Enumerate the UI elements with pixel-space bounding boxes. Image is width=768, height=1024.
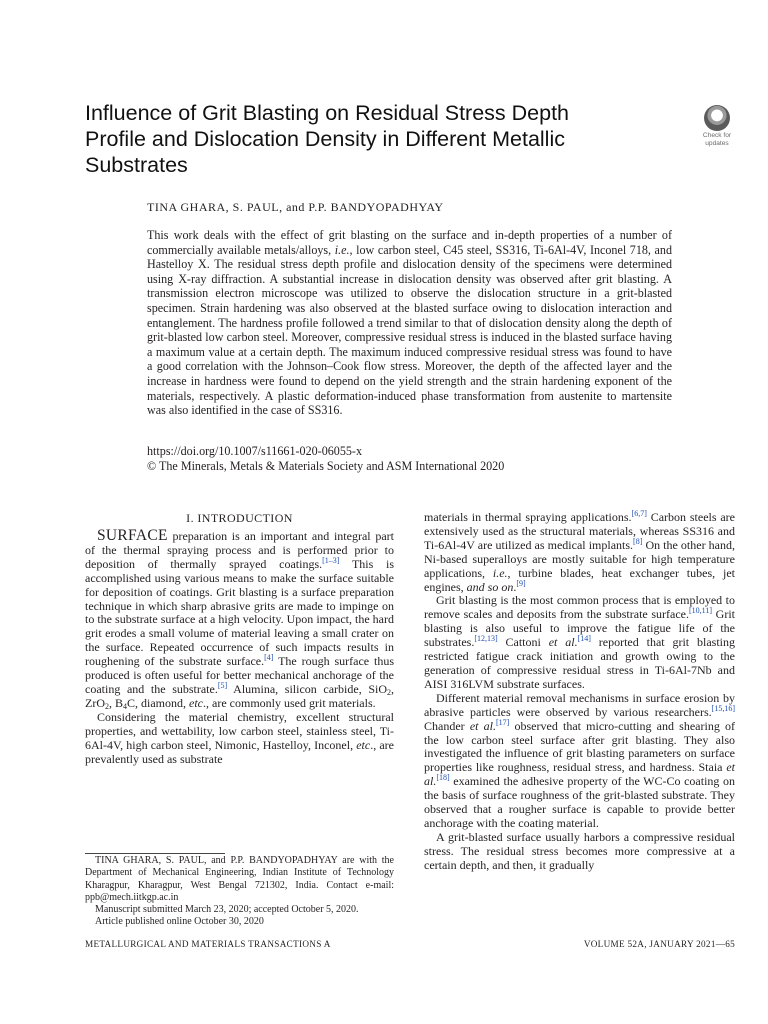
subscript: 2 (105, 701, 109, 711)
paragraph: A grit-blasted surface usually harbors a compressive residual stress. The residual stress becomes more compressive at a certain depth, and then, it gradually (424, 829, 735, 872)
copyright-notice: © The Minerals, Metals & Materials Society and ASM International 2020 (147, 458, 505, 473)
footnote-affiliation: TINA GHARA, S. PAUL, and P.P. BANDYOPADHYAY are with the Department of Mechanical Engineering, Indian Institute of Technology Kharagpur, Kharagpur, West Bengal 721302, India. Contact e-mail: ppb@mech.iitkgp.ac.in (85, 855, 394, 903)
subscript: 4 (123, 701, 128, 711)
volume-page-footer: VOLUME 52A, JANUARY 2021—65 (583, 939, 735, 949)
citation-link[interactable]: [5] (217, 680, 228, 690)
footnote (85, 855, 394, 929)
citation-link[interactable]: [17] (496, 717, 510, 727)
dropcap-word: SURFACE (97, 527, 168, 544)
citation-link[interactable]: [6,7] (631, 509, 647, 518)
check-for-updates-badge[interactable] (694, 105, 740, 147)
text: materials in thermal spraying applications. (424, 510, 632, 524)
paragraph (424, 692, 735, 831)
text: , turbine blades, heat exchanger tubes, jet engines, (424, 565, 735, 594)
left-column (85, 529, 394, 766)
abstract-text: , low carbon steel, C45 steel, SS316, Ti-6Al-4V, Inconel 718, and Hastelloy X. The residual stress depth profile and dislocation density of the specimens were determined using X-ray diffraction. A substantial increase in dislocation density was observed after grit blasting. A transmission electron microscope was utilized to observe the dislocation structure in a grit-blasted specimen. Strain hardening was also observed at the blasted surface owing to dislocation interaction and entanglement. The hardness profile followed a trend similar to that of dislocation density along the depth of grit-blasted low carbon steel. Moreover, compressive residual stress is induced in the blasted surface having a maximum value at a certain depth. The maximum induced compressive residual stress was found to have a good correlation with the Johnson–Cook flow stress. Moreover, the depth of the affected layer and the increase in hardness were found to depend on the yield strength and the strain hardening exponent of the materials, respectively. A plastic deformation-induced phase transformation from austenite to martensite was also identified in the case of SS316. (147, 242, 672, 418)
citation-link[interactable]: [14] (577, 634, 591, 644)
text: ., are prevalently used as substrate (85, 737, 394, 766)
italic-etc: etc (356, 737, 371, 752)
italic-et-al: et al. (548, 635, 578, 650)
badge-label-1: Check for (702, 132, 732, 139)
citation-link[interactable]: [12,13] (474, 634, 498, 644)
text: Cattoni (497, 635, 549, 650)
footnote-submission: Manuscript submitted March 23, 2020; accepted October 5, 2020. (95, 904, 359, 916)
text: preparation is an important and integral part of the thermal spraying process and is performed prior to deposition of thermally sprayed coatings. (85, 529, 394, 571)
author-list: TINA GHARA, S. PAUL, and P.P. BANDYOPADHYAY (147, 200, 444, 214)
citation-link[interactable]: [1–3] (322, 555, 340, 565)
citation-link[interactable]: [8] (633, 536, 643, 546)
italic-ie: i.e. (492, 565, 508, 580)
article-title (85, 100, 645, 178)
text: . (513, 579, 517, 594)
italic-et-al: et al. (424, 760, 735, 789)
subscript: 2 (387, 687, 392, 697)
italic-and-so-on: and so on (466, 579, 514, 594)
citation-link[interactable]: [10,11] (689, 606, 713, 616)
text: This is accomplished using various means to make the surface suitable for deposition of coatings. Grit blasting is a surface preparation technique in which sharp abrasive grits are made to impinge on to the substrate surface at a high velocity. Upon impact, the hard grit erodes a small volume of material leaving a small crater on the surface. Repeated occurrence of such impacts results in roughening of the substrate surface. (85, 556, 394, 669)
text: Grit blasting is the most common process that is employed to remove scales and deposits from the substrate surface. (424, 593, 735, 622)
text: Chander (424, 718, 470, 733)
citation-link[interactable]: [9] (516, 578, 526, 588)
paragraph (85, 529, 394, 711)
citation-link[interactable]: [15,16] (711, 703, 735, 713)
text: Different material removal mechanisms in surface erosion by abrasive particles were observed by various researchers. (424, 690, 735, 719)
abstract (147, 228, 672, 418)
right-column (424, 511, 735, 873)
text: On the other hand, Ni-based superalloys are mostly suitable for high temperature applications, (424, 537, 735, 580)
footnote-divider (85, 853, 225, 854)
italic-et-al: et al. (469, 718, 496, 733)
title-line: Substrates (85, 153, 188, 177)
paragraph (424, 511, 735, 594)
section-heading-introduction: I. INTRODUCTION (186, 511, 293, 525)
text: Alumina, silicon carbide, SiO (227, 681, 388, 696)
paragraph (424, 594, 735, 691)
text: observed that micro-cutting and shearing of the low carbon steel surface after grit blasting. They also investigated the influence of grit blasting parameters on surface properties like roughness, residual stress, and hardness. Staia (424, 718, 735, 775)
text: examined the adhesive property of the WC-Co coating on the basis of surface roughness of the grit-blasted substrate. They observed that a rougher surface is capable to provide better anchorage with the coating material. (424, 774, 735, 830)
check-updates-icon (704, 105, 730, 131)
title-line: Profile and Dislocation Density in Different Metallic (85, 127, 565, 151)
text: , ZrO (85, 681, 395, 710)
text: Considering the material chemistry, excellent structural properties, and wettability, low carbon steel, stainless steel, Ti-6Al-4V, high carbon steel, Nimonic, Hastelloy, Inconel, (85, 709, 394, 752)
doi-link[interactable]: https://doi.org/10.1007/s11661-020-06055-x (147, 444, 363, 458)
footnote-published: Article published online October 30, 2020 (95, 916, 264, 928)
abstract-text: This work deals with the effect of grit blasting on the surface and in-depth properties of a number of commercially available metals/alloys, (147, 228, 672, 257)
text: , B (109, 695, 124, 710)
text: The rough surface thus produced is often useful for better mechanical anchorage of the coating and the substrate. (85, 654, 394, 696)
italic-etc: etc (189, 695, 204, 710)
text: Carbon steels are extensively used as the structural materials, whereas SS316 and Ti-6Al-4V are utilized as medical implants. (424, 510, 735, 552)
paragraph (85, 711, 394, 767)
title-line: Influence of Grit Blasting on Residual Stress Depth (85, 101, 570, 125)
text: reported that grit blasting restricted fatigue crack initiation and growth owing to the generation of compressive residual stress in Ti-6Al-7Nb and AISI 316LVM substrate surfaces. (424, 635, 735, 691)
text: C, diamond, (127, 695, 190, 710)
text: ., are commonly used grit materials. (203, 695, 376, 710)
citation-link[interactable]: [4] (264, 653, 274, 663)
text: Grit blasting is also useful to improve the fatigue life of the substrates. (424, 607, 735, 650)
abstract-ie: i.e. (334, 242, 350, 257)
journal-name-footer: METALLURGICAL AND MATERIALS TRANSACTIONS A (85, 939, 331, 949)
citation-link[interactable]: [18] (436, 773, 450, 783)
badge-label-2: updates (705, 140, 729, 147)
article-meta (147, 444, 504, 473)
